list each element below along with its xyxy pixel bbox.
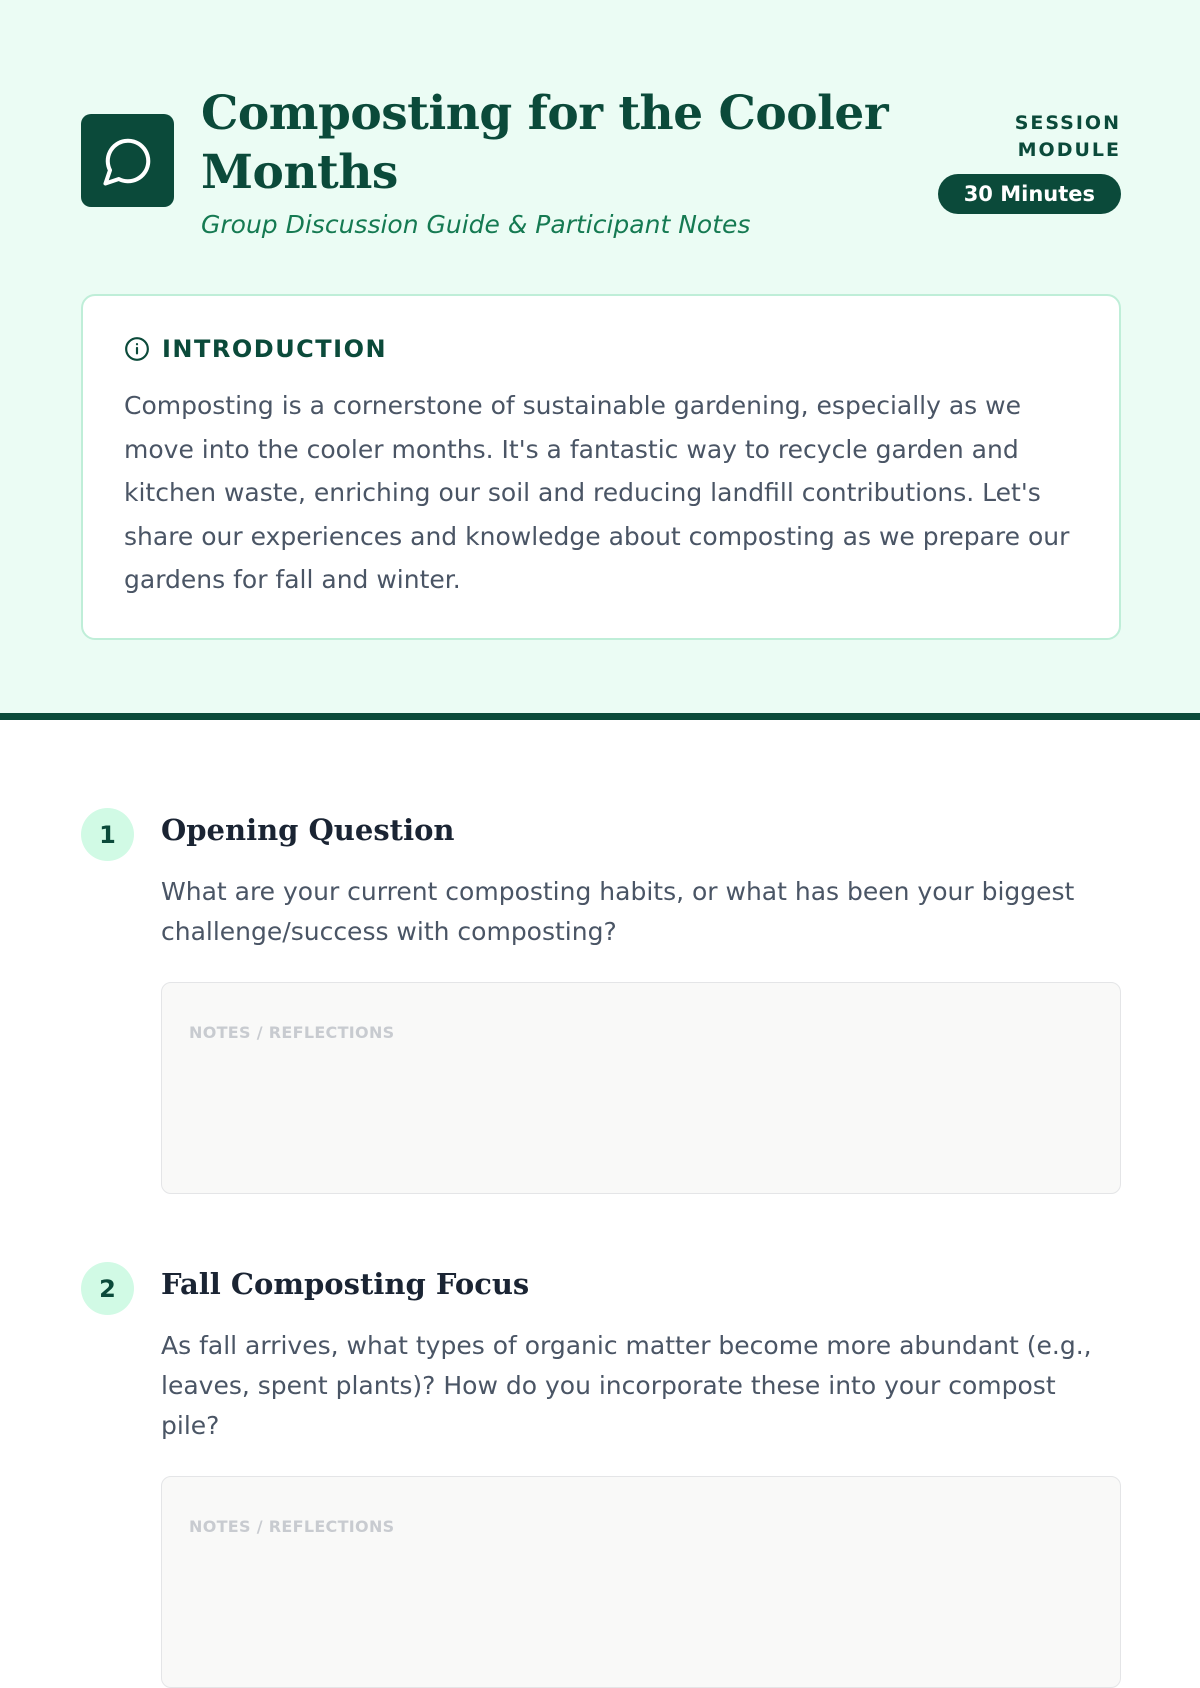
speech-bubble-icon (101, 134, 155, 188)
introduction-card (81, 294, 1121, 640)
session-label: SESSION MODULE (1014, 112, 1121, 161)
notes-area[interactable] (161, 1476, 1121, 1688)
page-title: Composting for the Cooler Months (201, 86, 889, 200)
question-number: 2 (81, 1262, 134, 1315)
question-number: 1 (81, 808, 134, 861)
info-circle-icon (124, 336, 150, 362)
question-content (161, 808, 1121, 1194)
introduction-heading (124, 334, 1079, 364)
title-row (81, 84, 1121, 244)
notes-area[interactable] (161, 982, 1121, 1194)
logo (81, 114, 174, 207)
duration-badge: 30 Minutes (938, 174, 1121, 214)
introduction-body: Composting is a cornerstone of sustainable gardening, especially as we move into the cooler months. It's a fantastic way to recycle garden and kitchen waste, enriching our soil and reducing landfill contributions. Let's share our experiences and knowledge about composting as we prepare our gardens for fall and winter. (124, 391, 1070, 594)
question-title: Opening Question (161, 813, 455, 847)
question-text: What are your current composting habits, or what has been your biggest challenge/success with composting? (161, 877, 1075, 946)
notes-label: NOTES / REFLECTIONS (189, 1517, 395, 1536)
title-block (201, 84, 901, 239)
introduction-heading-text: INTRODUCTION (162, 335, 388, 363)
page-subtitle: Group Discussion Guide & Participant Notes (201, 210, 751, 239)
question-content (161, 1262, 1121, 1688)
question-text: As fall arrives, what types of organic matter become more abundant (e.g., leaves, spent plants)? How do you incorporate these into your compost pile? (161, 1331, 1092, 1440)
question-title: Fall Composting Focus (161, 1267, 530, 1301)
notes-label: NOTES / REFLECTIONS (189, 1023, 395, 1042)
session-info (921, 110, 1121, 214)
header-band (0, 0, 1200, 720)
